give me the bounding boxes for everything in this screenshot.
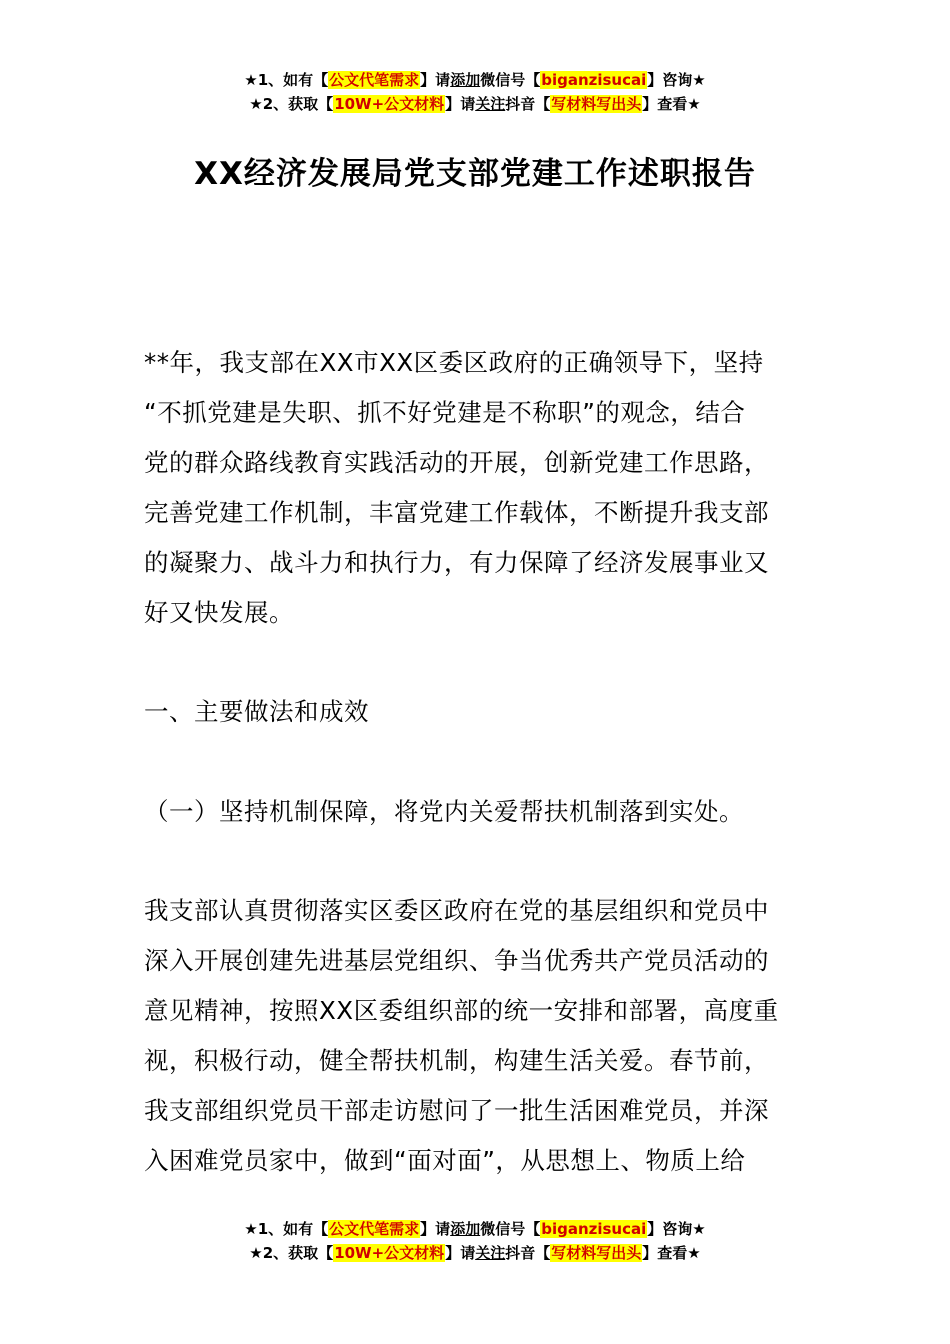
banner-highlight: 写材料写出头 xyxy=(551,1244,642,1262)
text-line: 完善党建工作机制，丰富党建工作载体，不断提升我支部 xyxy=(144,498,769,527)
banner-text: 抖音【 xyxy=(505,95,551,113)
banner-emphasis: 添加 xyxy=(450,1220,481,1238)
banner-highlight: biganzisucai xyxy=(541,71,647,89)
text-line: “不抓党建是失职、抓不好党建是不称职”的观念，结合 xyxy=(144,398,746,427)
text-line: **年，我支部在XX市XX区委区政府的正确领导下，坚持 xyxy=(144,348,764,377)
banner-text: 抖音【 xyxy=(505,1244,551,1262)
intro-paragraph xyxy=(144,338,814,638)
banner-highlight: 公文代笔需求 xyxy=(329,71,420,89)
section-heading xyxy=(144,687,814,737)
text-line: 我支部组织党员干部走访慰问了一批生活困难党员，并深 xyxy=(144,1096,769,1125)
banner-line-2 xyxy=(0,92,950,116)
banner-text: ★2、获取【 xyxy=(249,1244,334,1262)
banner-line-1 xyxy=(0,68,950,92)
banner-text: 】请 xyxy=(420,1220,451,1238)
banner-highlight: 10W+公文材料 xyxy=(334,1244,445,1262)
text-line: 意见精神，按照XX区委组织部的统一安排和部署，高度重 xyxy=(144,996,779,1025)
banner-text: 】查看★ xyxy=(642,1244,701,1262)
banner-line-1 xyxy=(0,1217,950,1241)
text-line: 视，积极行动，健全帮扶机制，构建生活关爱。春节前， xyxy=(144,1046,769,1075)
text-line: 深入开展创建先进基层党组织、争当优秀共产党员活动的 xyxy=(144,946,769,975)
banner-text: ★1、如有【 xyxy=(244,1220,329,1238)
banner-text: 】请 xyxy=(420,71,451,89)
text-line: 党的群众路线教育实践活动的开展，创新党建工作思路， xyxy=(144,448,769,477)
document-title: XX经济发展局党支部党建工作述职报告 xyxy=(194,156,756,192)
banner-text: 微信号【 xyxy=(480,1220,541,1238)
banner-text: 】请 xyxy=(445,95,476,113)
banner-text: 微信号【 xyxy=(480,71,541,89)
text-line: 入困难党员家中，做到“面对面”，从思想上、物质上给 xyxy=(144,1146,746,1175)
banner-text: 】请 xyxy=(445,1244,476,1262)
banner-emphasis: 添加 xyxy=(450,71,481,89)
banner-emphasis: 关注 xyxy=(475,1244,506,1262)
banner-text: 】查看★ xyxy=(642,95,701,113)
banner-text: ★1、如有【 xyxy=(244,71,329,89)
banner-highlight: 10W+公文材料 xyxy=(334,95,445,113)
text-line: 好又快发展。 xyxy=(144,598,294,627)
text-line: 我支部认真贯彻落实区委区政府在党的基层组织和党员中 xyxy=(144,896,769,925)
banner-text: ★2、获取【 xyxy=(249,95,334,113)
footer-banner xyxy=(0,1217,950,1265)
banner-line-2 xyxy=(0,1241,950,1265)
subsection-heading xyxy=(144,787,814,837)
text-line: （一）坚持机制保障，将党内关爱帮扶机制落到实处。 xyxy=(144,797,744,826)
banner-text: 】咨询★ xyxy=(647,71,706,89)
header-banner xyxy=(0,68,950,116)
banner-highlight: 公文代笔需求 xyxy=(329,1220,420,1238)
banner-highlight: biganzisucai xyxy=(541,1220,647,1238)
text-line: 的凝聚力、战斗力和执行力，有力保障了经济发展事业又 xyxy=(144,548,769,577)
body-paragraph xyxy=(144,886,814,1186)
banner-highlight: 写材料写出头 xyxy=(551,95,642,113)
banner-emphasis: 关注 xyxy=(475,95,506,113)
text-line: 一、主要做法和成效 xyxy=(144,697,369,726)
banner-text: 】咨询★ xyxy=(647,1220,706,1238)
